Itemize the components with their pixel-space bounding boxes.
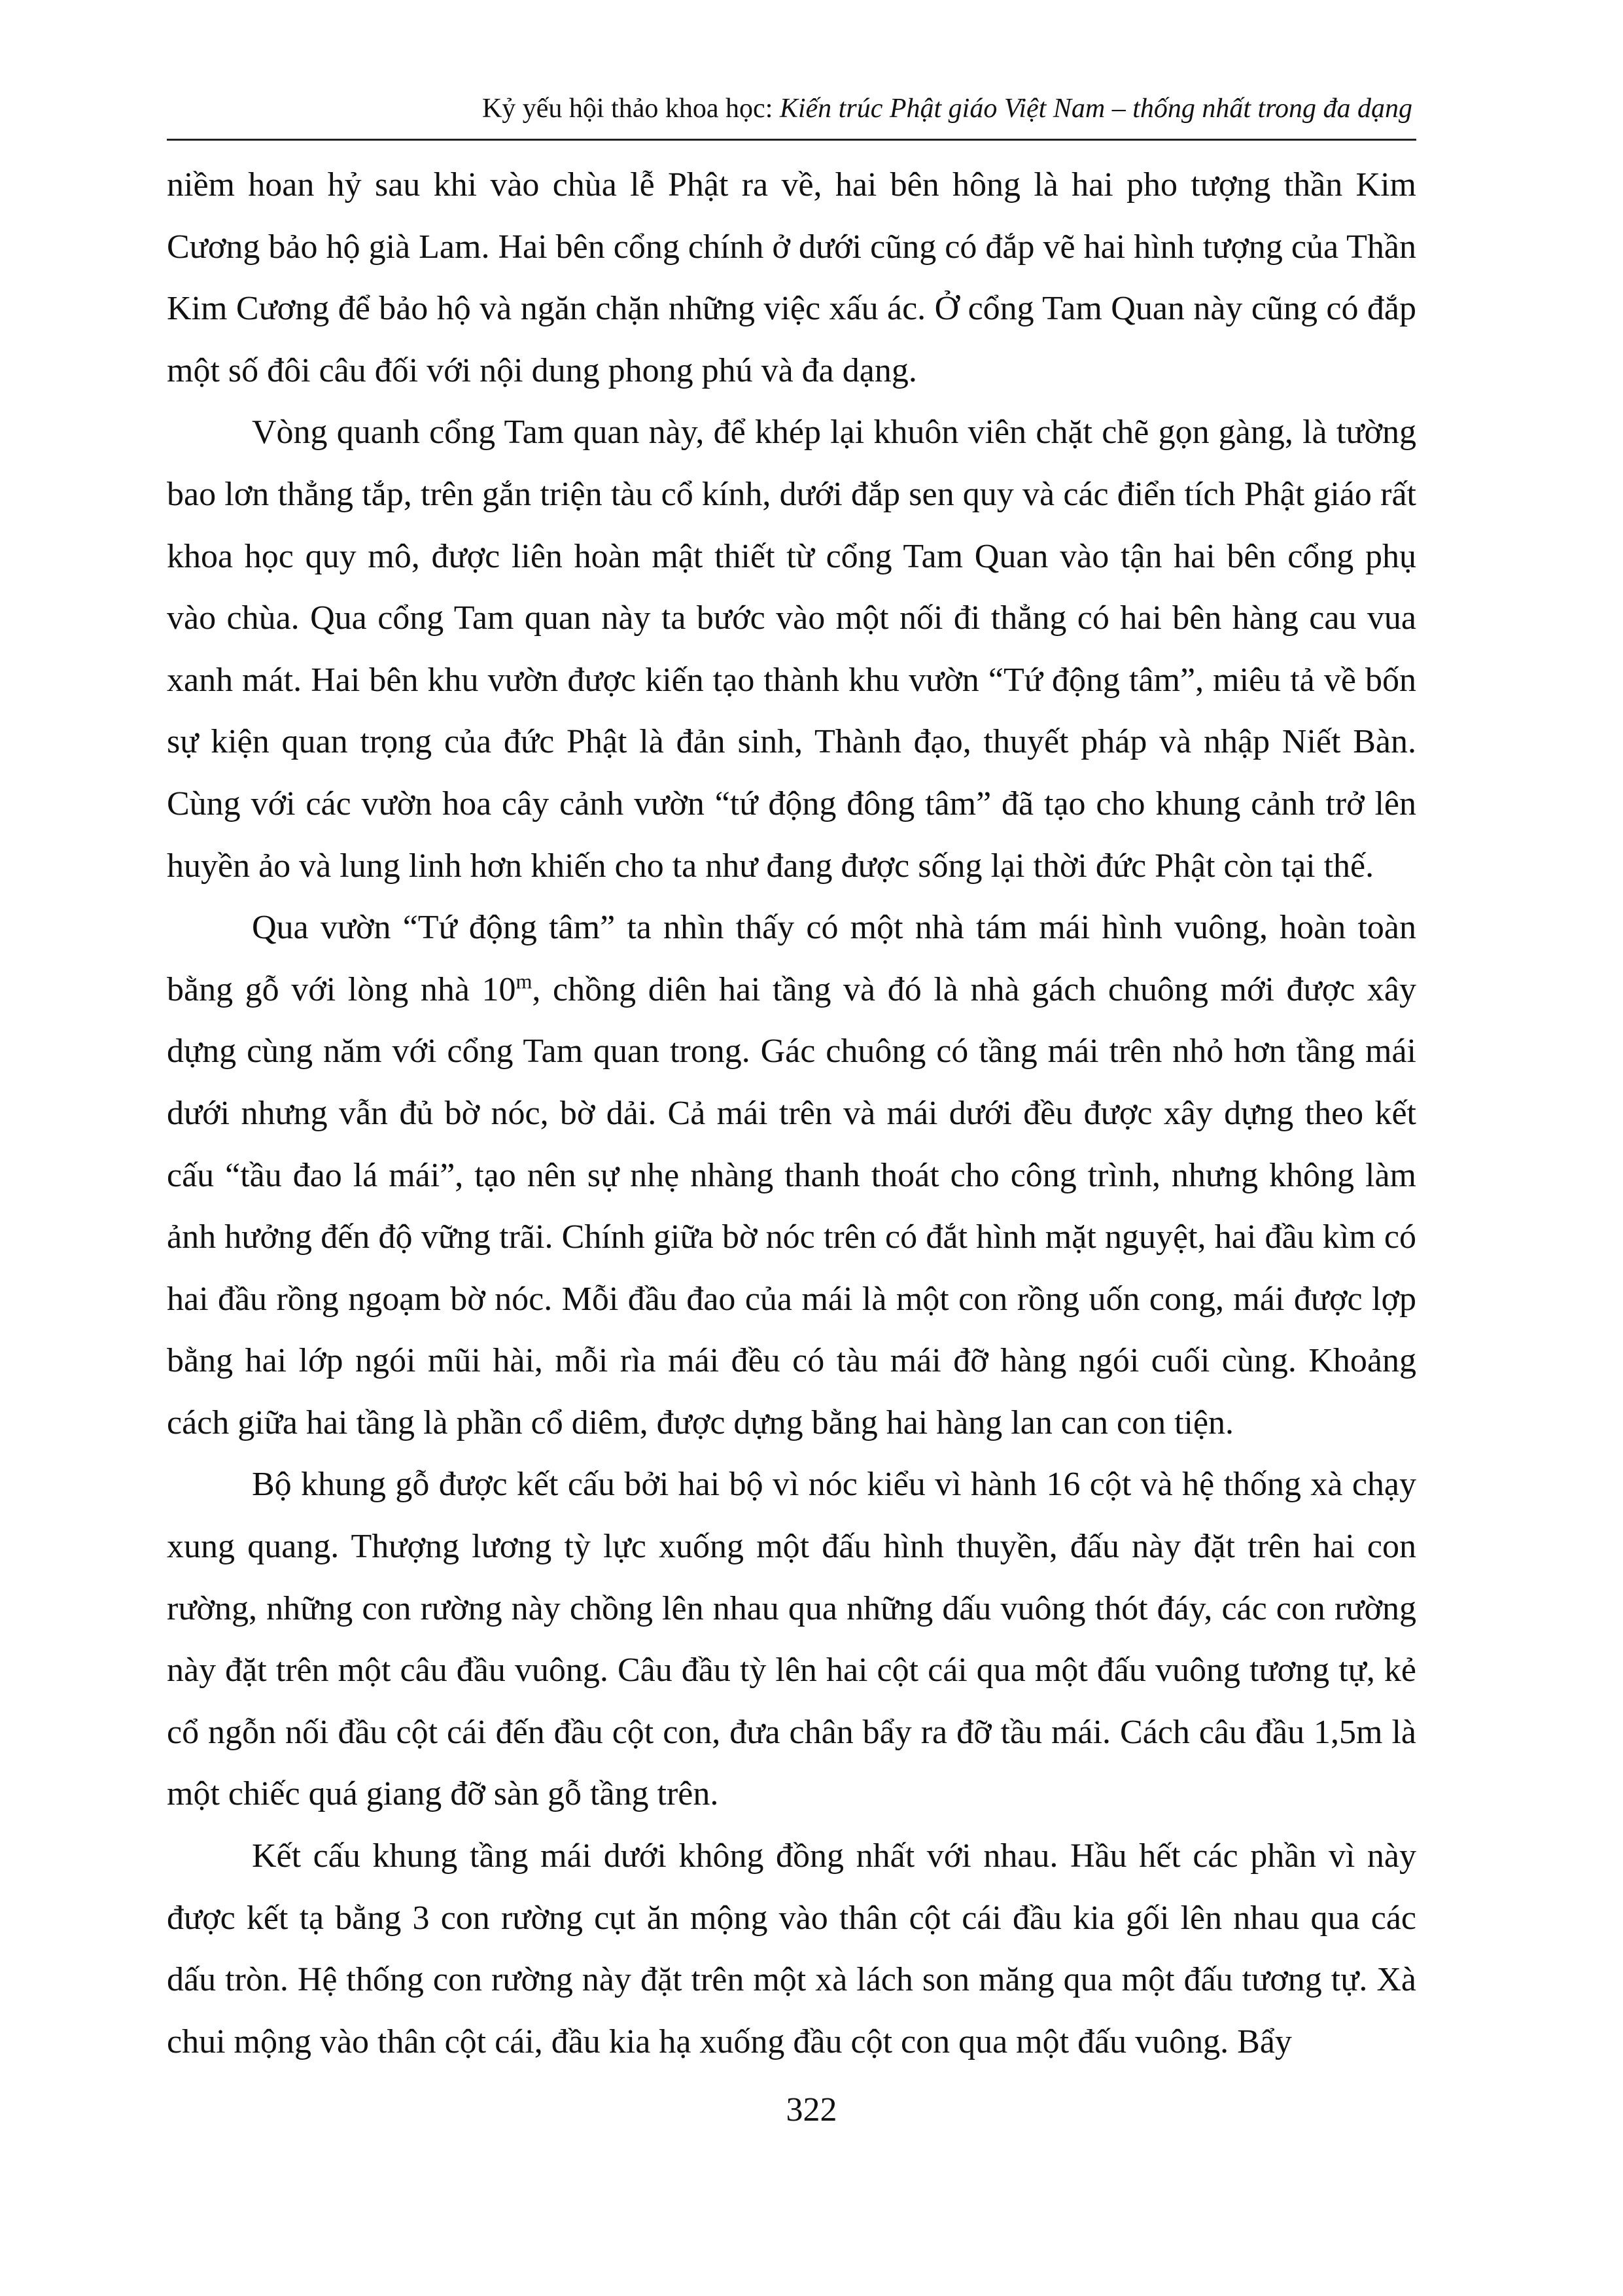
paragraph-5: Kết cấu khung tầng mái dưới không đồng nhất với nhau. Hầu hết các phần vì này được kết tạ bằng 3 con rường cụt ăn mộng vào thân cột cái đầu kia gối lên nhau qua các dấu tròn. Hệ thống con rường này đặt trên một xà lách son măng qua một đấu tương tự. Xà chui mộng vào thân cột cái, đầu kia hạ xuống đầu cột con qua một đấu vuông. Bẩy xyxy=(167,1837,1416,2060)
header-prefix: Kỷ yếu hội thảo khoa học: xyxy=(481,94,780,124)
header-divider xyxy=(167,139,1416,141)
superscript-m: m xyxy=(515,969,532,993)
paragraph-3 xyxy=(167,897,1416,1454)
paragraph-3-part-2: , chồng diên hai tầng và đó là nhà gách chuông mới được xây dựng cùng năm với cổng Tam quan trong. Gác chuông có tầng mái trên nhỏ hơn tầng mái dưới nhưng vẫn đủ bờ nóc, bờ dải. Cả mái trên và mái dưới đều được xây dựng theo kết cấu “tầu đao lá mái”, tạo nên sự nhẹ nhàng thanh thoát cho công trình, nhưng không làm ảnh hưởng đến độ vững trãi. Chính giữa bờ nóc trên có đắt hình mặt nguyệt, hai đầu kìm có hai đầu rồng ngoạm bờ nóc. Mỗi đầu đao của mái là một con rồng uốn cong, mái được lợp bằng hai lớp ngói mũi hài, mỗi rìa mái đều có tàu mái đỡ hàng ngói cuối cùng. Khoảng cách giữa hai tầng là phần cổ diêm, được dựng bằng hai hàng lan can con tiện. xyxy=(167,970,1416,1441)
paragraph-2: Vòng quanh cổng Tam quan này, để khép lại khuôn viên chặt chẽ gọn gàng, là tường bao lơn thẳng tắp, trên gắn triện tàu cổ kính, dưới đắp sen quy và các điển tích Phật giáo rất khoa học quy mô, được liên hoàn mật thiết từ cổng Tam Quan vào tận hai bên cổng phụ vào chùa. Qua cổng Tam quan này ta bước vào một nối đi thẳng có hai bên hàng cau vua xanh mát. Hai bên khu vườn được kiến tạo thành khu vườn “Tứ động tâm”, miêu tả về bốn sự kiện quan trọng của đức Phật là đản sinh, Thành đạo, thuyết pháp và nhập Niết Bàn. Cùng với các vườn hoa cây cảnh vườn “tứ động đông tâm” đã tạo cho khung cảnh trở lên huyền ảo và lung linh hơn khiến cho ta như đang được sống lại thời đức Phật còn tại thế. xyxy=(167,414,1416,885)
paragraph-4: Bộ khung gỗ được kết cấu bởi hai bộ vì nóc kiểu vì hành 16 cột và hệ thống xà chạy xung quang. Thượng lương tỳ lực xuống một đấu hình thuyền, đấu này đặt trên hai con rường, những con rường này chồng lên nhau qua những dấu vuông thót đáy, các con rường này đặt trên một câu đầu vuông. Câu đầu tỳ lên hai cột cái qua một đấu vuông tương tự, kẻ cổ ngỗn nối đầu cột cái đến đầu cột con, đưa chân bẩy ra đỡ tầu mái. Cách câu đầu 1,5m là một chiếc quá giang đỡ sàn gỗ tầng trên. xyxy=(167,1466,1416,1813)
body-text xyxy=(167,154,1416,2073)
paragraph-1: niềm hoan hỷ sau khi vào chùa lễ Phật ra về, hai bên hông là hai pho tượng thần Kim Cương bảo hộ già Lam. Hai bên cổng chính ở dưới cũng có đắp vẽ hai hình tượng của Thần Kim Cương để bảo hộ và ngăn chặn những việc xấu ác. Ở cổng Tam Quan này cũng có đắp một số đôi câu đối với nội dung phong phú và đa dạng. xyxy=(167,166,1416,389)
running-header xyxy=(482,90,1412,127)
paragraph-3-part-1: Qua vườn “Tứ động tâm” ta nhìn thấy có một nhà tám mái hình vuông, hoàn toàn bằng gỗ với lòng nhà 10 xyxy=(167,909,1416,1008)
header-title: Kiến trúc Phật giáo Việt Nam – thống nhất trong đa dạng xyxy=(779,94,1412,124)
page-number: 322 xyxy=(786,2091,837,2128)
